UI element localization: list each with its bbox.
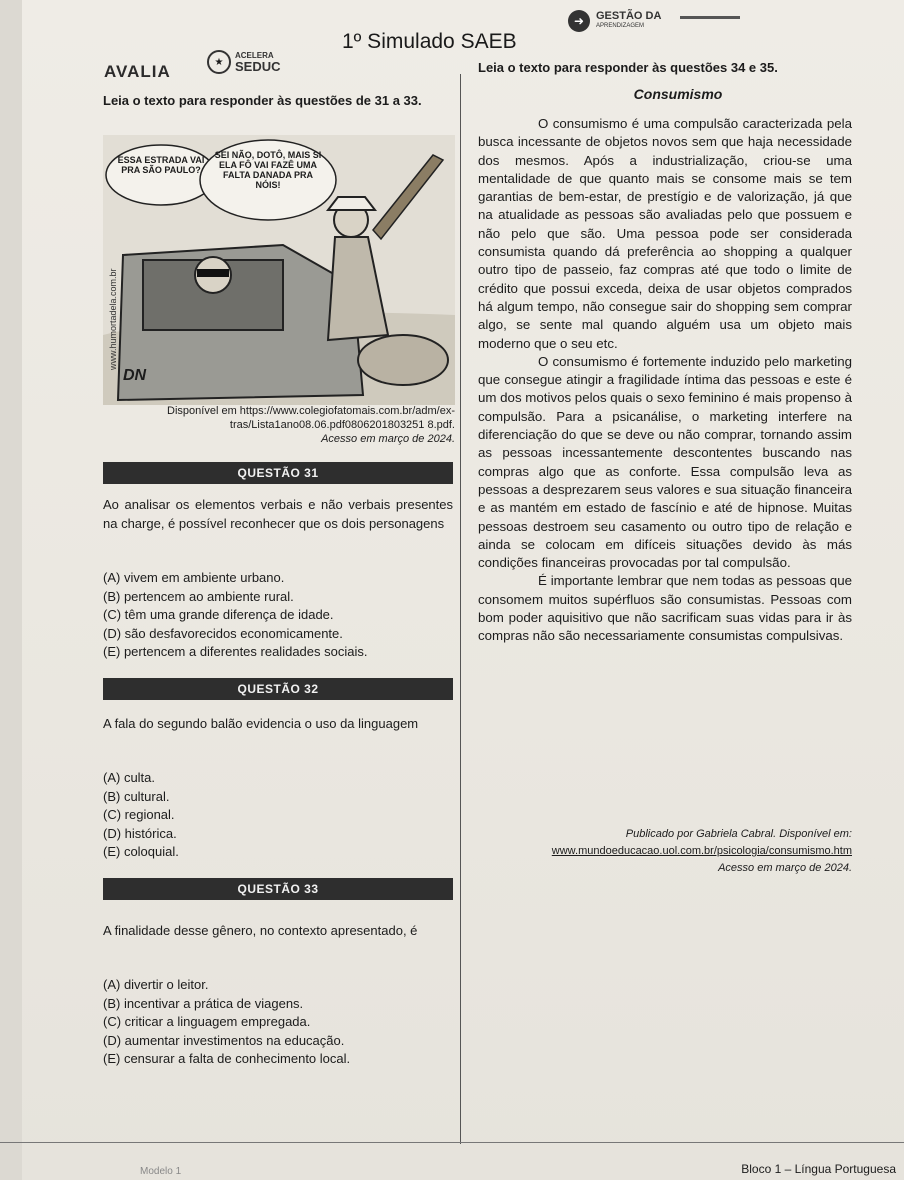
q32-option-b[interactable]: (B) cultural. [103, 788, 170, 804]
header [0, 0, 904, 90]
source-text: Disponível em https://www.colegiofatomais.com.br/adm/ex-tras/Lista1ano08.06.pdf0806201803251 8.pdf. [167, 405, 455, 431]
q32-option-c[interactable]: (C) regional. [103, 807, 175, 822]
cartoon-bubble-1: ESSA ESTRADA VAI PRA SÃO PAULO? [117, 155, 205, 175]
q31-option-c[interactable]: (C) têm uma grande diferença de idade. [103, 607, 334, 622]
question-32-options [103, 769, 458, 862]
question-33-header: QUESTÃO 33 [103, 878, 453, 900]
q32-option-a[interactable]: (A) culta. [103, 770, 156, 785]
left-lead: Leia o texto para responder às questões de 31 a 33. [103, 93, 422, 108]
question-31-options [103, 569, 458, 662]
article-body [478, 115, 852, 646]
footer-block-label: Bloco 1 – Língua Portuguesa [741, 1162, 896, 1176]
q32-option-d[interactable]: (D) histórica. [103, 825, 177, 841]
cartoon-image [103, 135, 455, 405]
question-31-text: Ao analisar os elementos verbais e não verbais presentes na charge, é possível reconhecer que os dois personagens [103, 497, 453, 531]
q32-option-e[interactable]: (E) coloquial. [103, 844, 179, 859]
article-author: Publicado por Gabriela Cabral. Disponível em: [625, 828, 852, 840]
article-paragraph-2: O consumismo é fortemente induzido pelo marketing que consegue atingir a fragilidade íntima das pessoas e este é um dos motivos pelos quais o sexo feminino é mais propenso à compulsão. Para a psicanálise, o marketing interfere na diferenciação do que se deve ou não comprar, tornando assim as pessoas incessantemente descontentes buscando nas compras algo que as conforte. Essa compulsão leva as pessoas a desprezarem seus valores e sua situação financeira e as mantém em estado de fascínio e até de hipnose. Muitas pessoas destroem seu casamento ou outro tipo de relação e ainda se colocam em difíceis situações devido às más condições financeiras provocadas por tal compulsão. [478, 353, 852, 571]
seduc-top-text: ACELERA [235, 51, 274, 60]
q33-option-c[interactable]: (C) criticar a linguagem empregada. [103, 1014, 311, 1029]
header-stripe [680, 16, 740, 19]
q31-option-a[interactable]: (A) vivem em ambiente urbano. [103, 570, 285, 585]
q33-option-e[interactable]: (E) censurar a falta de conhecimento local. [103, 1051, 351, 1066]
q33-option-d[interactable]: (D) aumentar investimentos na educação. [103, 1032, 345, 1048]
right-lead: Leia o texto para responder às questões 34 e 35. [478, 60, 778, 75]
cartoon-bubble-2: SEI NÃO, DOTÔ, MAIS SI ELA FÔ VAI FAZÊ UMA FALTA DANADA PRA NÓIS! [214, 150, 322, 190]
question-32-header: QUESTÃO 32 [103, 678, 453, 700]
cartoon-signature: DN [123, 367, 147, 384]
q33-option-b[interactable]: (B) incentivar a prática de viagens. [103, 995, 304, 1011]
article-url[interactable]: www.mundoeducacao.uol.com.br/psicologia/consumismo.htm [551, 845, 852, 857]
gestao-sub-text: APRENDIZAGEM [596, 23, 645, 29]
cartoon-source [103, 404, 455, 446]
article-paragraph-3: É importante lembrar que nem todas as pessoas que consomem muitos supérfluos são consumistas. Pessoas com bom poder aquisitivo que não sacrificam suas vidas para ir às compras não são necessariamente consumistas compulsivas. [478, 573, 852, 644]
gestao-main-text: GESTÃO DA [596, 10, 662, 22]
article-title: Consumismo [633, 86, 723, 102]
gestao-emblem-icon: ➜ [568, 10, 590, 32]
gestao-logo [568, 10, 661, 32]
seduc-logo [207, 50, 281, 74]
avalia-logo: AVALIA [104, 62, 171, 81]
q31-option-e[interactable]: (E) pertencem a diferentes realidades sociais. [103, 644, 368, 659]
q31-option-d[interactable]: (D) são desfavorecidos economicamente. [103, 625, 343, 641]
seduc-bottom-text: SEDUC [235, 59, 281, 74]
page-title: 1º Simulado SAEB [342, 30, 517, 53]
footer-divider [0, 1142, 904, 1143]
article-credit [478, 826, 852, 877]
question-32-text: A fala do segundo balão evidencia o uso da linguagem [103, 716, 419, 731]
article-access-date: Acesso em março de 2024. [718, 862, 852, 874]
cartoon-side-credit: www.humortadela.com.br [108, 268, 118, 370]
q33-option-a[interactable]: (A) divertir o leitor. [103, 977, 209, 992]
seduc-emblem-icon: ★ [207, 50, 231, 74]
question-31-header: QUESTÃO 31 [103, 462, 453, 484]
article-paragraph-1: O consumismo é uma compulsão caracterizada pela busca incessante de objetos novos sem que haja necessidade dos mesmos. Após a industrialização, criou-se uma mentalidade de que quanto mais se consome mais se tem garantias de bem-estar, de prestígio e de valorização, já que na atualidade as pessoas são avaliadas pelo que possuem e não pelo que são. Uma pessoa pode ser considerada consumista quando dá preferência ao shopping a qualquer outro tipo de passeio, faz compras até que todo o limite de crédito que possui exceda, deixa de usar objetos comprados há algum tempo, não consegue sair do shopping sem comprar algo, se sente mal quando alguém usa um objeto mais moderno que o seu etc. [478, 116, 852, 351]
q31-option-b[interactable]: (B) pertencem ao ambiente rural. [103, 588, 294, 604]
column-divider [460, 74, 461, 1144]
footer-model: Modelo 1 [140, 1166, 182, 1177]
question-33-options [103, 976, 458, 1069]
source-access-date: Acesso em março de 2024. [321, 433, 455, 445]
question-33-text: A finalidade desse gênero, no contexto apresentado, é [103, 923, 418, 938]
